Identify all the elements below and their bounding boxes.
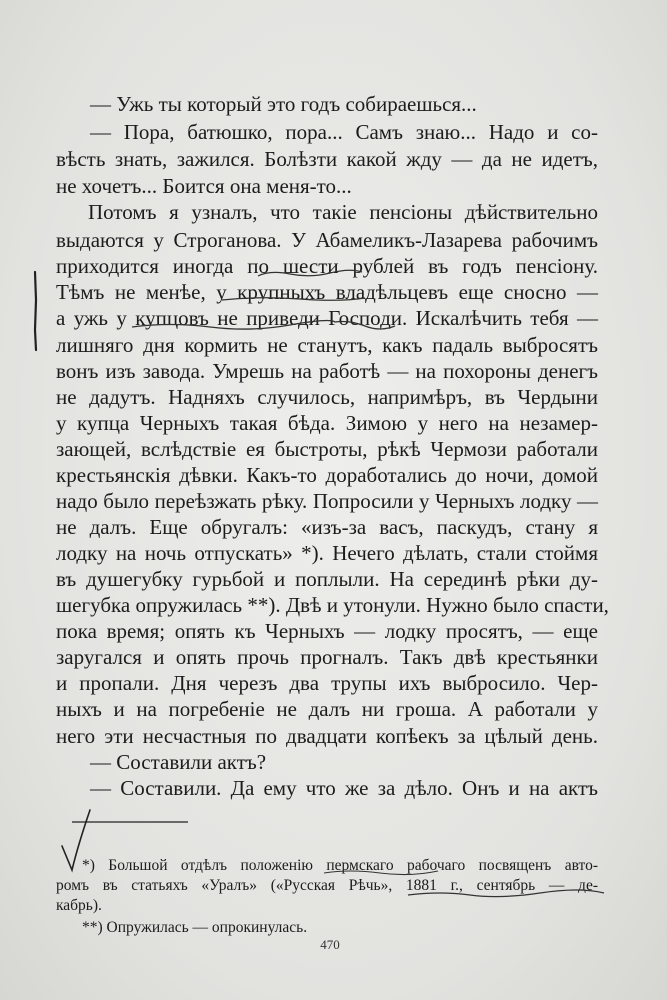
text-line: — Составили. Да ему что же за дѣло. Онъ и на актъ — [90, 776, 598, 800]
text-line: и пропали. Дня черезъ два трупы ихъ выбросило. Чер- — [56, 671, 598, 695]
check-mark — [62, 810, 90, 870]
text-line: вѣсть знать, зажился. Болѣзти какой жду — да не идетъ, — [56, 147, 598, 171]
text-line: — Ужь ты который это годъ собираешься... — [90, 92, 477, 116]
text-line: ныхъ и на погребеніе не далъ ни гроша. А работали у — [56, 697, 598, 721]
text-line: крестьянскія дѣвки. Какъ-то доработались до ночи, домой — [56, 463, 598, 487]
text-line: у купца Черныхъ такая бѣда. Зимою у него на незамер- — [56, 411, 598, 435]
text-line: Тѣмъ не менѣе, у крупныхъ владѣльцевъ еще сносно — — [56, 280, 598, 304]
text-line: не хочетъ... Боится она меня-то... — [56, 174, 352, 198]
footnote-line: кабрь). — [56, 897, 102, 914]
text-line: шегубка опружилась **). Двѣ и утонули. Нужно было спасти, — [56, 593, 609, 617]
text-line: — Составили актъ? — [90, 750, 267, 774]
text-line: не дадутъ. Надняхъ случилось, напримѣръ, въ Чердыни — [56, 385, 598, 409]
text-line: пока время; опять къ Черныхъ — лодку просятъ, — еще — [56, 619, 598, 643]
text-line: не далъ. Еще обругалъ: «изъ-за васъ, паскудъ, стану я — [56, 515, 598, 539]
text-line: — Пора, батюшко, пора... Самъ знаю... Надо и со- — [90, 120, 598, 144]
text-line: лодку на ночь отпускать» *). Нечего дѣлать, стали стоймя — [56, 541, 598, 565]
text-line: надо было переѣзжать рѣку. Попросили у Черныхъ лодку — — [56, 489, 598, 513]
footnote-line: ромъ въ статьяхъ «Уралъ» («Русская Рѣчь», 1881 г., сентябрь — де- — [56, 877, 598, 894]
text-line: выдаются у Строганова. У Абамеликъ-Лазарева рабочимъ — [56, 228, 598, 252]
text-line: вонъ изъ завода. Умрешь на работѣ — на похороны денегъ — [56, 359, 598, 383]
page-number: 470 — [320, 937, 340, 952]
text-line: а ужь у купцовъ не приведи Господи. Искалѣчить тебя — — [56, 306, 598, 330]
margin-bar-mark — [35, 272, 36, 350]
underline-mark — [132, 321, 395, 330]
underline-mark — [258, 270, 362, 276]
underline-mark — [408, 890, 604, 897]
text-line: въ душегубку гурьбой и поплыли. На серединѣ рѣки ду- — [56, 567, 598, 591]
text-line: приходится иногда по шести рублей въ годъ пенсіону. — [56, 254, 598, 278]
text-line: него эти несчастныя по двадцати копѣекъ за цѣлый день. — [56, 724, 598, 748]
text-line: заругался и опять прочь прогналъ. Такъ двѣ крестьянки — [56, 645, 598, 669]
underline-mark — [222, 298, 365, 301]
text-line: лишняго дня кормить не станутъ, какъ падаль выбросятъ — [56, 333, 598, 357]
footnote-line: *) Большой отдѣлъ положенію пермскаго рабочаго посвященъ авто- — [82, 857, 598, 874]
text-line: зающей, вслѣдствіе ея быстроты, рѣкѣ Чермози работали — [56, 437, 598, 461]
underline-mark — [324, 871, 438, 875]
footnote-line: **) Опружилась — опрокинулась. — [82, 919, 308, 936]
text-line: Потомъ я узналъ, что такіе пенсіоны дѣйствительно — [88, 200, 598, 224]
